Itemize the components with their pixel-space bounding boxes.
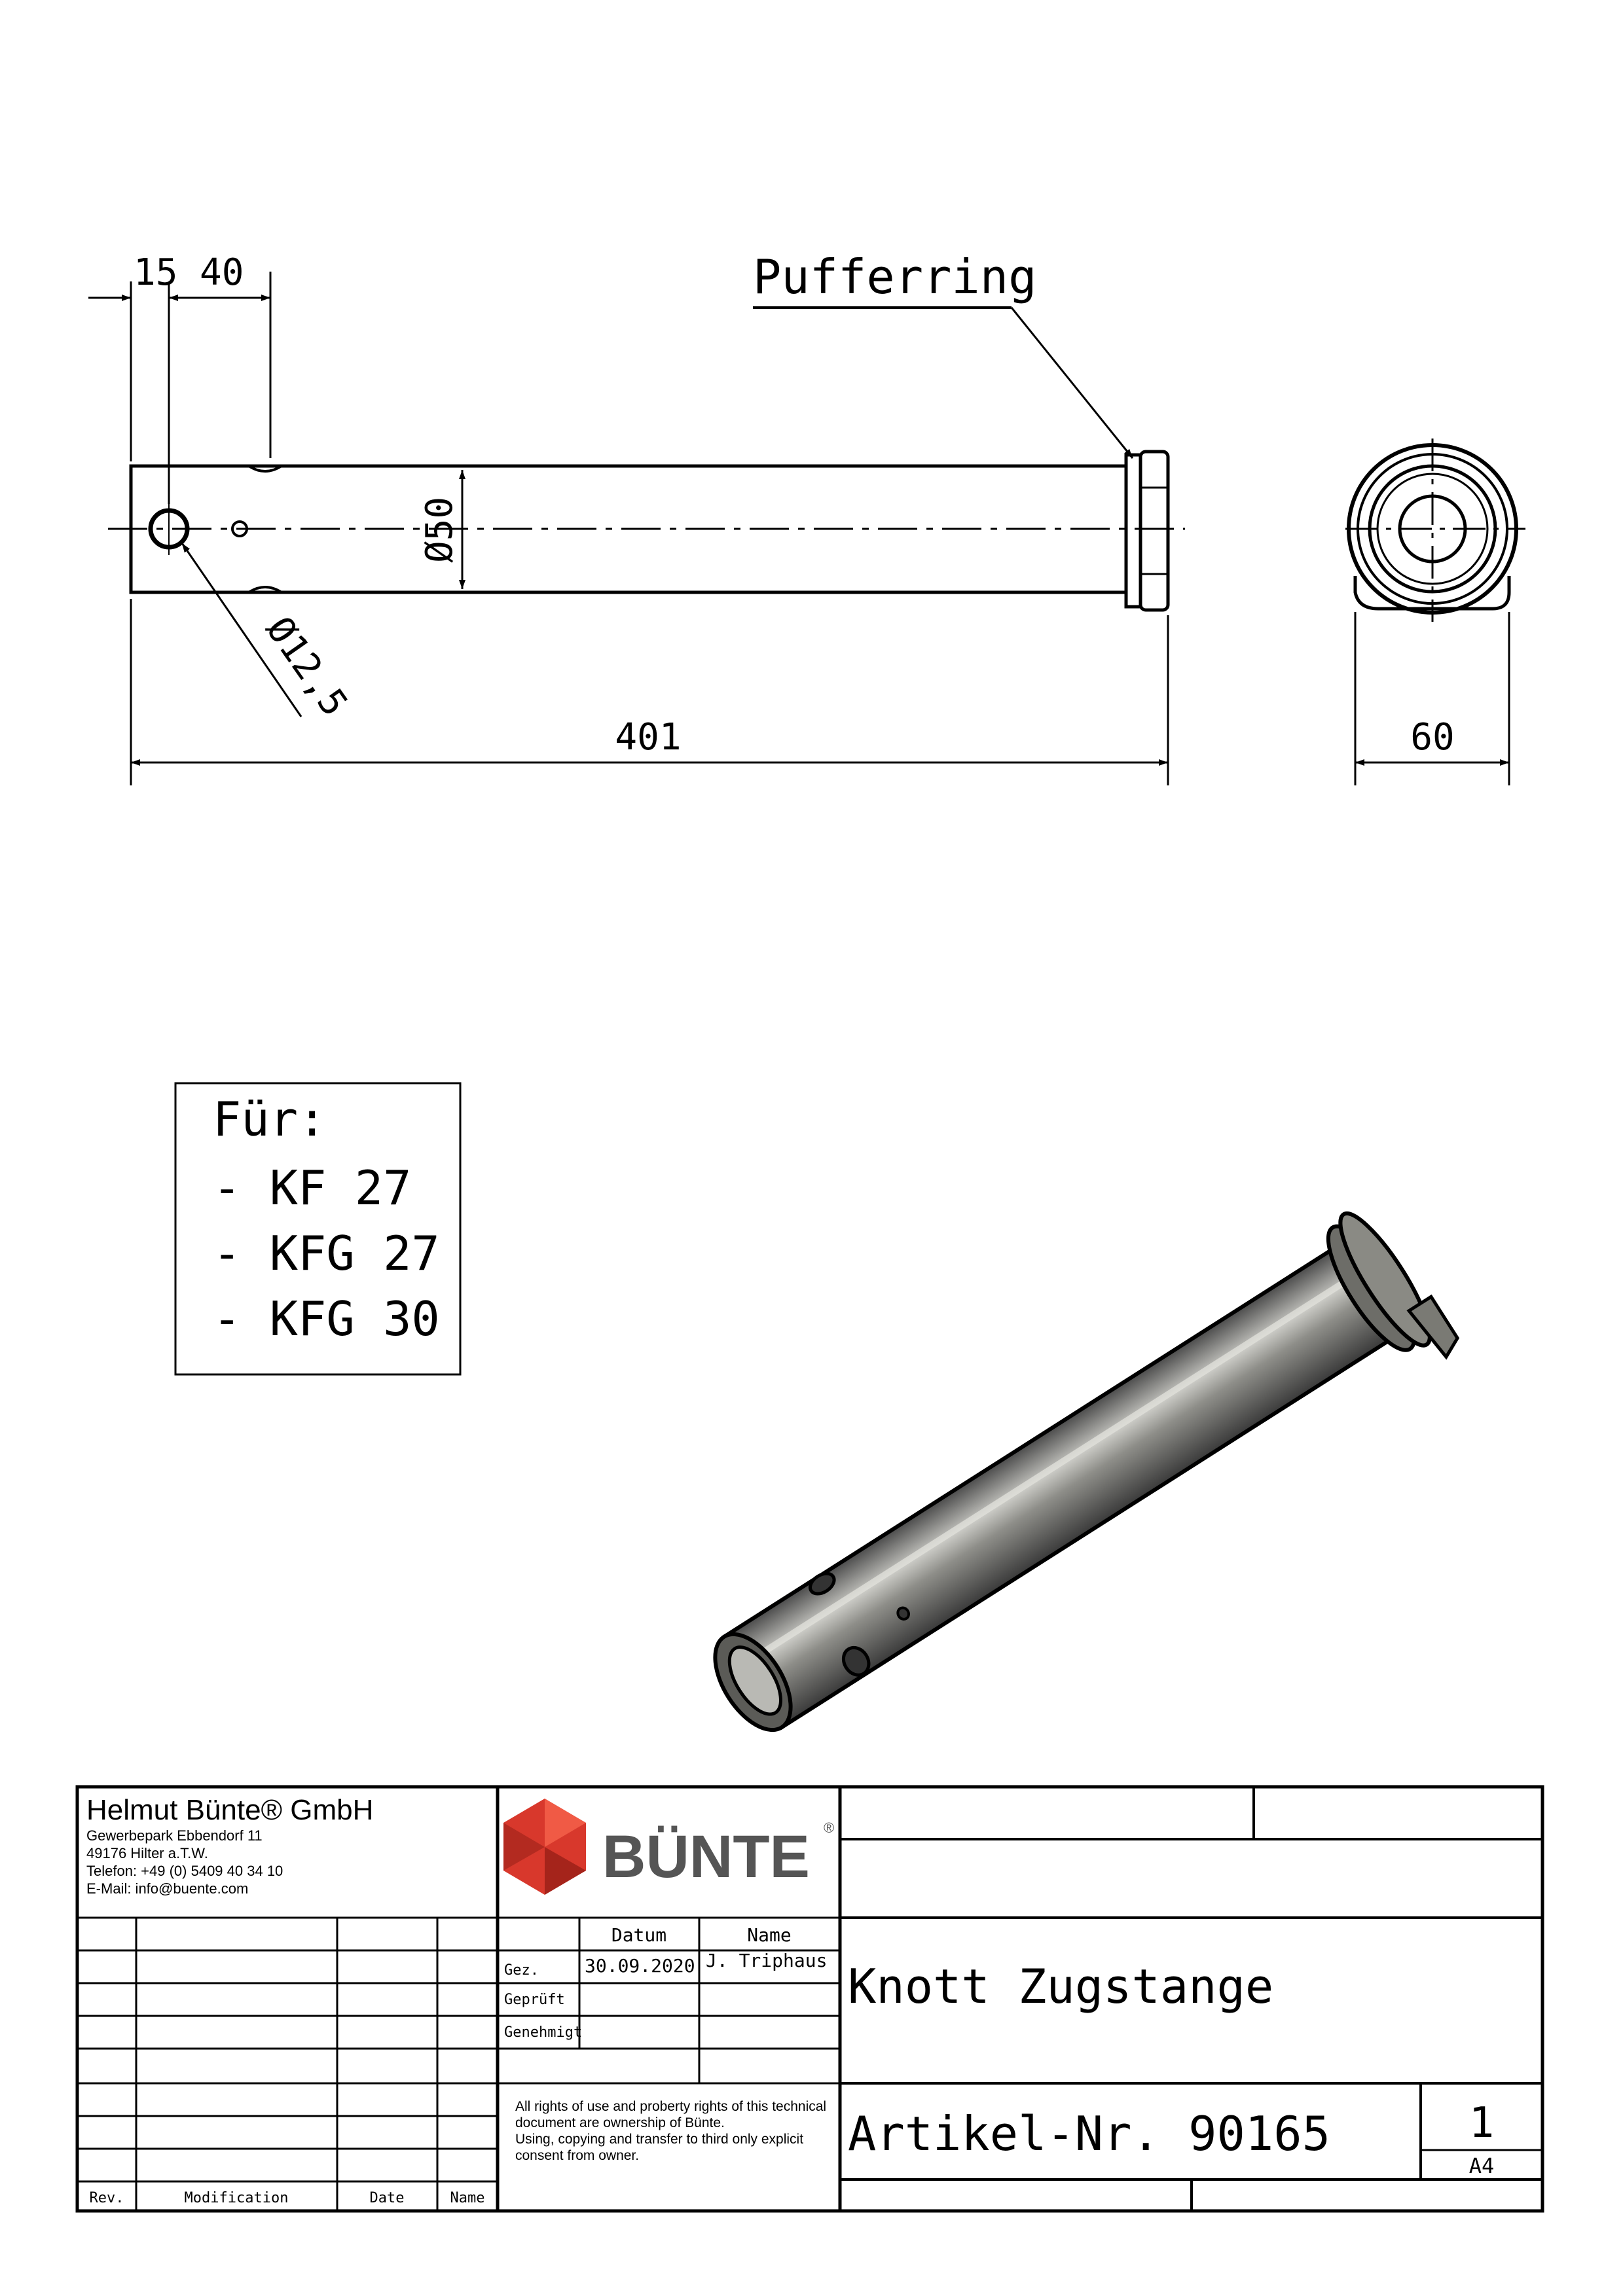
col-datum: Datum — [611, 1924, 667, 1946]
rev-header: Rev. — [89, 2190, 124, 2206]
approval-label: Genehmigt — [504, 2024, 583, 2041]
dim-width-text: 60 — [1410, 716, 1455, 759]
callout-label: Pufferring — [753, 249, 1037, 304]
rod-3d-render — [687, 1198, 1463, 1780]
dim-hole-text: Ø12,5 — [257, 609, 356, 725]
company-city: 49176 Hilter a.T.W. — [86, 1845, 208, 1861]
company-email: E-Mail: info@buente.com — [86, 1880, 249, 1897]
dim-length-text: 401 — [615, 716, 682, 759]
col-name: Name — [747, 1924, 792, 1946]
approval-name: J. Triphaus — [706, 1950, 828, 1971]
fuer-item: - KF 27 — [213, 1160, 412, 1215]
fuer-title: Für: — [213, 1092, 327, 1147]
approval-label: Geprüft — [504, 1992, 565, 2008]
dim-40-text: 40 — [200, 251, 244, 294]
fuer-item: - KFG 30 — [213, 1291, 440, 1346]
logo — [503, 1799, 834, 1895]
sheet-number: 1 — [1468, 2099, 1495, 2147]
copyright-line: Using, copying and transfer to third only explicit — [515, 2132, 804, 2147]
company-phone: Telefon: +49 (0) 5409 40 34 10 — [86, 1863, 283, 1879]
copyright-line: document are ownership of Bünte. — [515, 2115, 725, 2130]
company-street: Gewerbepark Ebbendorf 11 — [86, 1827, 263, 1844]
approval-date: 30.09.2020 — [585, 1955, 695, 1977]
dim-15-40 — [88, 272, 270, 504]
fuer-item: - KFG 27 — [213, 1226, 440, 1281]
article-number: Artikel-Nr. 90165 — [848, 2106, 1330, 2161]
part-title: Knott Zugstange — [848, 1959, 1274, 2014]
copyright-line: consent from owner. — [515, 2148, 640, 2163]
side-view — [131, 452, 1168, 610]
paper-format: A4 — [1468, 2153, 1495, 2178]
dim-width — [1355, 612, 1509, 785]
dim-15-text: 15 — [134, 251, 178, 294]
date-header: Date — [369, 2190, 405, 2206]
company-name: Helmut Bünte® GmbH — [86, 1794, 374, 1826]
logo-mark: ® — [824, 1820, 835, 1836]
name-header: Name — [450, 2190, 485, 2206]
modification-header: Modification — [184, 2190, 289, 2206]
copyright-line: All rights of use and proberty rights of this technical — [515, 2099, 827, 2114]
approval-label: Gez. — [504, 1962, 539, 1979]
dim-diameter-text: Ø50 — [418, 496, 461, 563]
logo-text: BÜNTE — [602, 1823, 810, 1890]
